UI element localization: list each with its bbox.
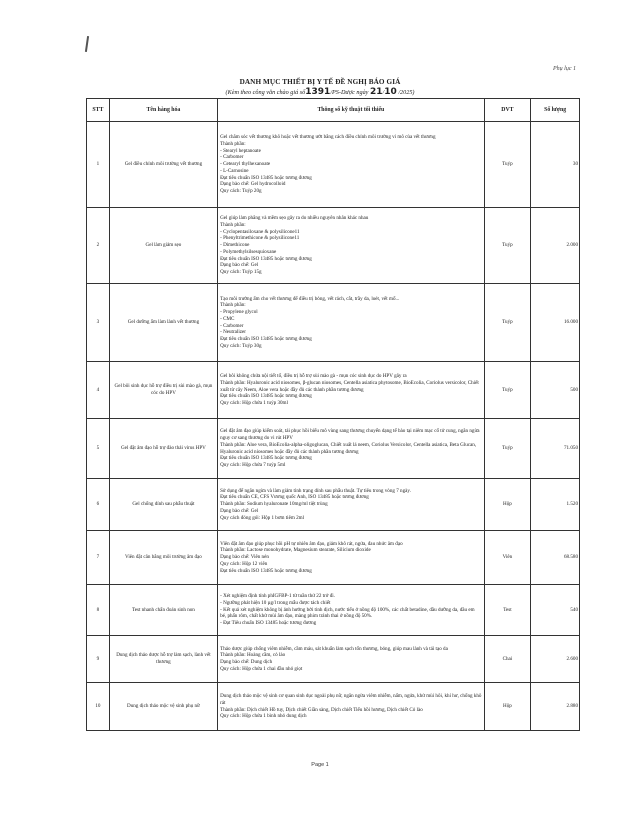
subtitle-suffix: /2025) [398, 89, 415, 96]
spec-line: Quy cách: Hộp chứa 7 tuýp 5ml [220, 461, 286, 468]
row-name: Gel bôi sinh dục hỗ trợ điều trị sùi mào gà, mụn cóc do HPV [109, 362, 217, 419]
row-name: Viên đặt cân bằng môi trường âm đạo [109, 531, 217, 585]
subtitle-prefix: (Kèm theo công văn chào giá số [225, 89, 306, 96]
table-header-row [87, 99, 580, 122]
spec-line: Gel giúp làm phẳng và mềm sẹo gây ra do nhiều nguyên nhân khác nhau [220, 215, 369, 222]
spec-line: Thành phần: Dịch chiết Hồ tuy, Dịch chiết Giần sàng, Dịch chiết Tiểu hồi hương, Dịch chiết Cỏ lào [220, 706, 423, 713]
row-name: Gel chống dính sau phẫu thuật [109, 479, 217, 531]
row-unit: Tuýp [484, 419, 531, 479]
table-row [87, 683, 580, 731]
header-qty: Số lượng [531, 99, 580, 122]
row-qty: 71.050 [531, 419, 580, 479]
spec-line: - Polymethylsilsesquioxane [220, 248, 277, 255]
row-qty: 500 [531, 362, 580, 419]
spec-line: Quy cách: Hộp 12 viên [220, 560, 268, 567]
header-stt: STT [87, 99, 110, 122]
table-row [87, 362, 580, 419]
row-spec [218, 284, 485, 362]
spec-line: Dung dịch thảo mộc vệ sinh cơ quan sinh dục ngoài phụ nữ, ngăn ngừa viêm nhiễm, nấm, ngứa, khử mùi hôi, khí hư, chống khô rát [220, 693, 482, 706]
equipment-table [86, 98, 580, 731]
table-row [87, 531, 580, 585]
row-spec [218, 479, 485, 531]
spec-line: - Carbomer [220, 154, 244, 161]
spec-line: - Cyclopentasiloxane & polysilicone11 [220, 228, 300, 235]
spec-line: Đạt tiêu chuẩn ISO 13485 hoặc tương đương [220, 393, 312, 400]
spec-line: Đạt tiêu chuẩn ISO 13485 hoặc tương đương [220, 455, 312, 462]
row-name: Gel dưỡng ẩm làm lành vết thương [109, 284, 217, 362]
row-qty: 30 [531, 122, 580, 208]
spec-line: Quy cách: Hộp chứa 1 chai đầu nhỏ giọt [220, 665, 303, 672]
spec-line: Đạt tiêu chuẩn ISO 13485 hoặc tương đương [220, 255, 312, 262]
row-name: Gel đặt âm đạo hỗ trợ đào thải virus HPV [109, 419, 217, 479]
spec-line: Sử dụng để ngăn ngừa và làm giảm tình trạng dính sau phẫu thuật. Tự tiêu trong vòng 7 ngày. [220, 487, 411, 494]
handwritten-month: 10 [384, 87, 397, 97]
spec-line: Quy cách: Tuýp 30g [220, 342, 262, 349]
row-spec [218, 683, 485, 731]
page-number: Page 1 [311, 762, 329, 768]
header-unit: DVT [484, 99, 531, 122]
document-subtitle [0, 87, 640, 97]
annex-label: Phụ lục 1 [553, 66, 576, 72]
table-row [87, 419, 580, 479]
spec-line: Dạng bào chế: Gel [220, 507, 259, 514]
spec-line: Đạt tiêu chuẩn CE, CFS Vương quốc Anh, ISO 13485 hoặc tương đương [220, 494, 369, 501]
row-qty: 68.580 [531, 531, 580, 585]
row-unit: Tuýp [484, 284, 531, 362]
spec-line: Thành phần: Aloe vera, BioEcolia-alpha-oligoglucan, Chiết xuất lá neem, Coriolus Versicolor, Centella asiatica, Beta Glucan, Hyaluronic acid niosomes hoặc đầy đủ các thành phần tương đương [220, 441, 477, 455]
spec-line: - Stearyl heptanoate [220, 147, 261, 154]
table-row [87, 284, 580, 362]
row-unit: Tuýp [484, 208, 531, 284]
row-spec [218, 531, 485, 585]
spec-line: - Carbomer [220, 322, 244, 329]
spec-line: - Phenyltrimethicone & polysilicone11 [220, 235, 300, 242]
spec-line: Gel đặt âm đạo giúp kiểm soát, tái phục hồi biểu mô vùng sang thương chuyển dạng tế bào tại niêm mạc cổ tử cung, ngăn ngừa nguy cơ sang thương do vi rút HPV [220, 428, 480, 442]
row-name: Gel điều chỉnh môi trường vết thương [109, 122, 217, 208]
row-unit: Viên [484, 531, 531, 585]
spec-line: Thành phần: Hoàng cầm, cỏ lào [220, 652, 286, 659]
table-row [87, 208, 580, 284]
spec-line: Gel bôi không chứa nội tiết tố, điều trị hỗ trợ sùi mào gà - mụn cóc sinh dục do HPV gây ra [220, 373, 407, 380]
handwritten-day: 21 [369, 87, 383, 97]
pen-mark [85, 36, 89, 52]
row-name: Dung dịch thảo dược hỗ trợ làm sạch, lành vết thương [109, 636, 217, 683]
spec-line: Thảo dược giúp chống viêm nhiễm, cầm máu, sát khuẩn làm sạch tổn thương, bỏng, giúp mau lành và tái tạo da [220, 645, 448, 652]
row-qty: 2.000 [531, 208, 580, 284]
spec-line: - Neutralizer [220, 329, 246, 336]
spec-line: Tạo môi trường ẩm cho vết thương để điều trị bỏng, vết rách, cắt, trầy da, loét, vết mổ... [220, 295, 400, 302]
row-spec [218, 362, 485, 419]
header-spec: Thông số kỹ thuật tối thiểu [218, 99, 485, 122]
row-unit: Chai [484, 636, 531, 683]
row-spec [218, 585, 485, 636]
spec-line: Đạt tiêu chuẩn ISO 13485 hoặc tương đương [220, 174, 312, 181]
table-row [87, 479, 580, 531]
spec-line: Viên đặt âm đạo giúp phục hồi pH tự nhiên âm đạo, giảm khô rát, ngứa, đau nhức âm đạo [220, 540, 403, 547]
spec-line: - Propylene glycol [220, 309, 258, 316]
spec-line: Dạng bào chế: Viên nén [220, 554, 269, 561]
row-stt: 5 [87, 419, 110, 479]
row-spec [218, 122, 485, 208]
spec-line: Thành phần: [220, 302, 246, 309]
row-stt: 3 [87, 284, 110, 362]
spec-line: - Cetearyl thylhexanoate [220, 161, 271, 168]
spec-line: - Dimethicone [220, 242, 250, 249]
row-unit: Test [484, 585, 531, 636]
row-unit: Tuýp [484, 122, 531, 208]
row-name: Test nhanh chẩn đoán sinh non [109, 585, 217, 636]
row-qty: 2.880 [531, 683, 580, 731]
row-stt: 2 [87, 208, 110, 284]
spec-line: - CMC [220, 315, 235, 322]
spec-line: - Ngưỡng phát hiện 10 µg/l trong mẫu được tách chiết [220, 599, 331, 606]
row-stt: 8 [87, 585, 110, 636]
table-row [87, 585, 580, 636]
row-unit: Hộp [484, 479, 531, 531]
row-spec [218, 208, 485, 284]
spec-line: Quy cách: Tuýp 15g [220, 268, 262, 275]
row-stt: 1 [87, 122, 110, 208]
spec-line: Thành phần: [220, 141, 246, 148]
spec-line: Thành phần: Sodium hyaluronate 10mg/ml tiệt trùng [220, 501, 328, 508]
row-stt: 9 [87, 636, 110, 683]
row-qty: 1.520 [531, 479, 580, 531]
date-separator: / [382, 89, 385, 96]
spec-line: Dạng bào chế: Dung dịch [220, 659, 273, 665]
spec-line: Thành phần: Lactose monohydrate, Magnesium stearate, Silicium dioxide [220, 547, 371, 554]
spec-line: Đạt tiêu chuẩn ISO 13485 hoặc tương đương [220, 567, 312, 574]
spec-line: - Đạt Tiêu chuẩn ISO 13485 hoặc tương đương [220, 620, 317, 627]
spec-line: - Kết quả xét nghiệm không bị ảnh hưởng bởi tinh dịch, nước tiểu ở nồng độ 100%, các chất betadine, dầu dưỡng da, dầu em bé, phấn rôm, chất khử mùi âm đạo, màng phim tránh thai ở nồng độ 50%. [220, 606, 475, 620]
spec-line: - L-Carnosine [220, 167, 249, 174]
row-spec [218, 419, 485, 479]
spec-line: Thành phần: [220, 222, 246, 229]
document-title: DANH MỤC THIẾT BỊ Y TẾ ĐỀ NGHỊ BÁO GIÁ [239, 78, 401, 86]
row-unit: Tuýp [484, 362, 531, 419]
row-qty: 16.000 [531, 284, 580, 362]
row-stt: 4 [87, 362, 110, 419]
handwritten-doc-number: 1391 [305, 87, 331, 97]
spec-line: Quy cách: Hộp chứa 1 bình nhỏ dung dịch [220, 713, 307, 720]
subtitle-middle: /PS-Dược ngày [330, 89, 369, 96]
spec-line: Thành phần: Hyaluronic acid niosomes, β-glucan niosomes, Centella asiatica phytosome, BioEcolia, Coriolus versicolor, Chiết xuất từ cây Neem, Aloe vera hoặc đầy đủ các thành phần tương đương [220, 379, 479, 393]
table-row [87, 636, 580, 683]
table-row [87, 122, 580, 208]
spec-line: Quy cách: Hộp chứa 1 tuýp 30ml [220, 400, 288, 407]
spec-line: - Xét nghiệm định tính phIGFBP-1 từ tuần thứ 22 trở đi. [220, 593, 335, 600]
row-spec [218, 636, 485, 683]
row-name: Gel làm giảm sẹo [109, 208, 217, 284]
spec-line: Quy cách: Tuýp 20g [220, 187, 262, 194]
row-unit: Hộp [484, 683, 531, 731]
row-stt: 10 [87, 683, 110, 731]
spec-line: Quy cách đóng gói: Hộp 1 bơm tiêm 2ml [220, 514, 304, 521]
row-name: Dung dịch thảo mộc vệ sinh phụ nữ [109, 683, 217, 731]
row-qty: 540 [531, 585, 580, 636]
row-stt: 6 [87, 479, 110, 531]
spec-line: Đạt tiêu chuẩn ISO 13485 hoặc tương đương [220, 335, 312, 342]
row-qty: 2.600 [531, 636, 580, 683]
spec-line: Dạng bào chế: Gel hydrocolloid [220, 181, 286, 188]
header-name: Tên hàng hóa [109, 99, 217, 122]
row-stt: 7 [87, 531, 110, 585]
spec-line: Dạng bào chế: Gel [220, 262, 259, 269]
spec-line: Gel chăm sóc vết thương khô hoặc vết thương ướt bằng cách điều chỉnh môi trường vi mô của vết thương [220, 134, 436, 141]
